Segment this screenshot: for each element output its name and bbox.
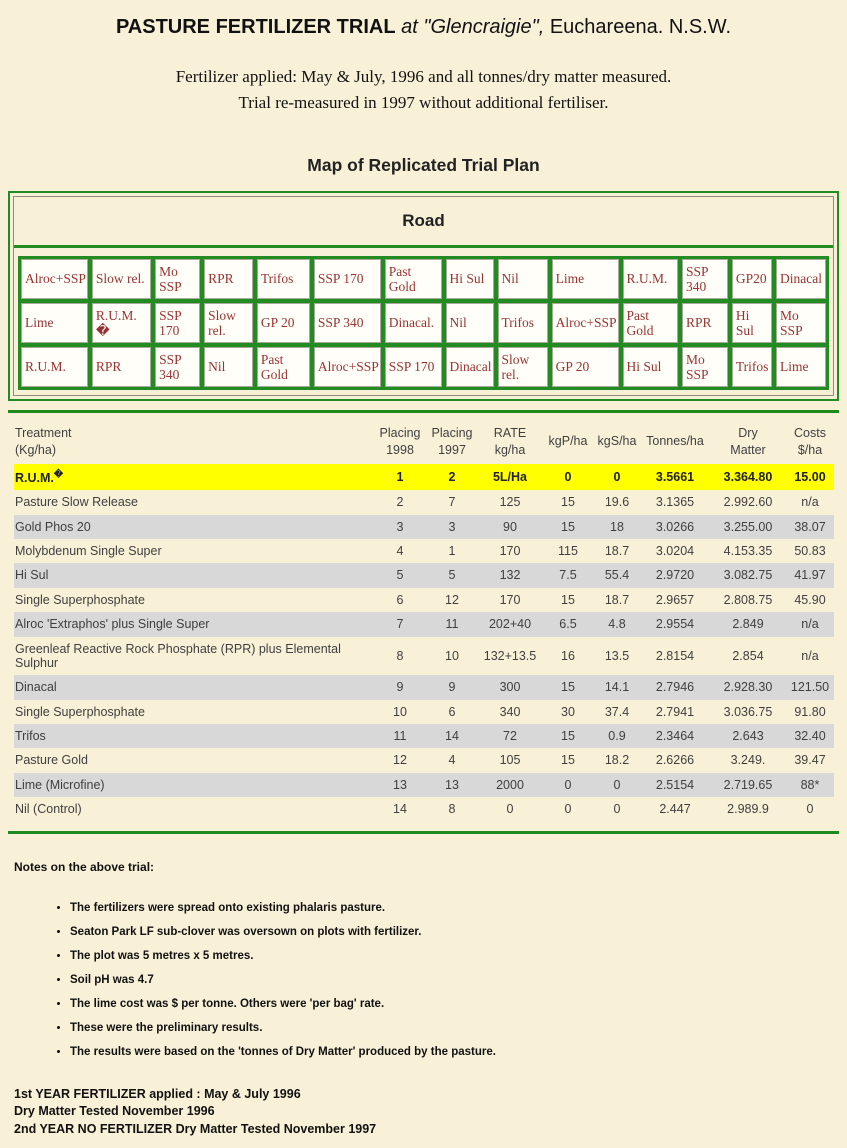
- value-cell: 5L/Ha: [492, 469, 528, 484]
- value-cell: 18.7: [604, 544, 630, 559]
- value-cell: 14.1: [604, 680, 630, 695]
- value-cell: 41.97: [794, 568, 826, 583]
- plot-cell: SSP 170: [383, 345, 444, 389]
- value-cell: 132: [499, 568, 521, 583]
- value-cell: 18.2: [604, 753, 630, 768]
- value-cell: 5: [448, 568, 456, 583]
- treatment-cell: Gold Phos 20: [15, 519, 91, 534]
- value-cell: 2.8154: [655, 648, 695, 663]
- value-cell: 13: [445, 777, 459, 792]
- value-cell: 15: [561, 729, 575, 744]
- value-cell: 4.8: [608, 617, 626, 632]
- value-cell: 14: [445, 729, 459, 744]
- value-cell: 15: [561, 753, 575, 768]
- column-header: kgP/ha: [548, 434, 588, 449]
- value-cell: 72: [503, 729, 517, 744]
- subtitle-line-2: Trial re-measured in 1997 without additional fertiliser.: [238, 92, 609, 112]
- value-cell: 2.9554: [655, 617, 695, 632]
- note-item: • Soil pH was 4.7: [70, 974, 839, 986]
- plot-cell: Nil: [444, 301, 496, 345]
- footer-block: [14, 1086, 839, 1139]
- value-cell: 0: [613, 469, 621, 484]
- treatment-cell: Hi Sul: [15, 568, 49, 583]
- value-cell: 2.849: [732, 617, 764, 632]
- plot-cell: Slow rel.: [90, 257, 153, 301]
- value-cell: 39.47: [794, 753, 826, 768]
- value-cell: 2: [396, 495, 404, 510]
- value-cell: 15.00: [794, 469, 826, 484]
- column-header: Placing 1998: [379, 426, 421, 457]
- map-grid-row: [19, 257, 828, 301]
- value-cell: 14: [393, 802, 407, 817]
- result-row: [14, 797, 834, 821]
- plot-cell: GP 20: [255, 301, 312, 345]
- title-location: Euchareena. N.S.W.: [544, 16, 732, 38]
- value-cell: 3.364.80: [723, 469, 773, 484]
- column-header: Treatment (Kg/ha): [15, 426, 72, 457]
- result-row: [14, 675, 834, 699]
- value-cell: 2.5154: [655, 777, 695, 792]
- value-cell: 0: [564, 802, 572, 817]
- value-cell: 4.153.35: [723, 544, 773, 559]
- plot-cell: RPR: [202, 257, 255, 301]
- footer-line: 2nd YEAR NO FERTILIZER Dry Matter Tested November 1997: [14, 1121, 377, 1136]
- value-cell: 91.80: [794, 704, 826, 719]
- plot-cell: SSP 170: [153, 301, 202, 345]
- column-header: kgS/ha: [597, 434, 637, 449]
- value-cell: n/a: [801, 495, 819, 510]
- value-cell: 11: [445, 617, 459, 632]
- map-grid-body: [19, 257, 828, 389]
- value-cell: 8: [448, 802, 456, 817]
- treatment-cell: Alroc 'Extraphos' plus Single Super: [15, 617, 210, 632]
- value-cell: 3.5661: [655, 469, 695, 484]
- plot-cell: Alroc+SSP: [19, 257, 90, 301]
- plot-cell: SSP 340: [680, 257, 730, 301]
- title-property-name: at "Glencraigie",: [395, 16, 545, 38]
- value-cell: 6.5: [559, 617, 577, 632]
- value-cell: 121.50: [790, 680, 830, 695]
- result-row: [14, 588, 834, 612]
- plot-cell: SSP 340: [153, 345, 202, 389]
- plot-cell: SSP 340: [312, 301, 383, 345]
- treatment-cell: Pasture Gold: [15, 753, 88, 768]
- note-item: • The lime cost was $ per tonne. Others were 'per bag' rate.: [70, 998, 839, 1010]
- value-cell: 115: [558, 544, 578, 559]
- value-cell: 15: [561, 495, 575, 510]
- value-cell: 19.6: [604, 495, 630, 510]
- plot-cell: Lime: [19, 301, 90, 345]
- value-cell: 9: [396, 680, 404, 695]
- value-cell: 3.255.00: [723, 519, 773, 534]
- value-cell: 13: [393, 777, 407, 792]
- results-table: [14, 423, 834, 822]
- value-cell: n/a: [801, 648, 819, 663]
- trial-map-container: [8, 191, 839, 401]
- value-cell: 37.4: [604, 704, 630, 719]
- value-cell: 15: [561, 592, 575, 607]
- value-cell: 2.992.60: [723, 495, 773, 510]
- road-label: Road: [14, 197, 833, 248]
- value-cell: 132+13.5: [483, 648, 537, 663]
- plot-grid-table: [18, 256, 829, 390]
- value-cell: 3.249.: [730, 753, 766, 768]
- map-grid-row: [19, 345, 828, 389]
- results-body: [14, 464, 834, 822]
- note-item: • The results were based on the 'tonnes of Dry Matter' produced by the pasture.: [70, 1046, 839, 1058]
- value-cell: 3.0204: [655, 544, 695, 559]
- value-cell: 2.7941: [655, 704, 695, 719]
- value-cell: 1: [396, 469, 404, 484]
- column-header: Tonnes/ha: [646, 434, 704, 449]
- value-cell: 3.036.75: [723, 704, 773, 719]
- footer-line: Dry Matter Tested November 1996: [14, 1104, 215, 1119]
- column-header: RATE kg/ha: [493, 426, 527, 457]
- plot-cell: Lime: [550, 257, 621, 301]
- value-cell: 12: [445, 592, 459, 607]
- value-cell: 0: [564, 777, 572, 792]
- value-cell: 18.7: [604, 592, 630, 607]
- plot-cell: Dinacal: [444, 345, 496, 389]
- plot-cell: Slow rel.: [496, 345, 550, 389]
- treatment-cell: Molybdenum Single Super: [15, 544, 162, 559]
- value-cell: 2.989.9: [727, 802, 769, 817]
- map-grid-row: [19, 301, 828, 345]
- result-row: [14, 700, 834, 724]
- trial-map-inner-frame: [13, 196, 834, 396]
- value-cell: 15: [561, 680, 575, 695]
- value-cell: 32.40: [794, 729, 826, 744]
- plot-cell: Past Gold: [383, 257, 444, 301]
- treatment-cell: Dinacal: [15, 680, 57, 695]
- plot-cell: Alroc+SSP: [312, 345, 383, 389]
- plot-cell: R.U.M. �: [90, 301, 153, 345]
- result-row: [14, 724, 834, 748]
- treatment-cell: Nil (Control): [15, 802, 82, 817]
- divider-above-results: [8, 410, 839, 413]
- value-cell: 15: [561, 519, 575, 534]
- subtitle: [8, 64, 839, 115]
- value-cell: 1: [448, 544, 456, 559]
- value-cell: 2.447: [659, 802, 691, 817]
- value-cell: 0: [506, 802, 514, 817]
- value-cell: 4: [448, 753, 456, 768]
- value-cell: 8: [396, 648, 404, 663]
- value-cell: 2.808.75: [723, 592, 773, 607]
- value-cell: 30: [561, 704, 575, 719]
- value-cell: 7: [396, 617, 404, 632]
- notes-heading: Notes on the above trial:: [14, 859, 155, 874]
- divider-below-results: [8, 831, 839, 834]
- value-cell: 0: [613, 777, 621, 792]
- value-cell: 2.3464: [655, 729, 695, 744]
- treatment-cell: Greenleaf Reactive Rock Phosphate (RPR) plus Elemental Sulphur: [15, 641, 341, 670]
- results-header-row: [14, 423, 834, 464]
- result-row: [14, 539, 834, 563]
- value-cell: 300: [499, 680, 521, 695]
- value-cell: 3.1365: [655, 495, 695, 510]
- plot-cell: Trifos: [255, 257, 312, 301]
- note-item: • The fertilizers were spread onto existing phalaris pasture.: [70, 902, 839, 914]
- column-header: Dry Matter: [730, 426, 766, 457]
- page-title: [8, 16, 839, 39]
- map-section-heading: Map of Replicated Trial Plan: [307, 155, 540, 175]
- plot-cell: R.U.M.: [19, 345, 90, 389]
- plot-cell: Alroc+SSP: [550, 301, 621, 345]
- value-cell: 105: [499, 753, 521, 768]
- value-cell: 2.7946: [655, 680, 695, 695]
- plot-cell: Slow rel.: [202, 301, 255, 345]
- result-row: [14, 773, 834, 797]
- column-header: Placing 1997: [431, 426, 473, 457]
- results-header: [14, 423, 834, 464]
- plot-cell: Mo SSP: [774, 301, 828, 345]
- note-item: • These were the preliminary results.: [70, 1022, 839, 1034]
- plot-cell: GP 20: [550, 345, 621, 389]
- value-cell: 170: [499, 544, 521, 559]
- result-row: [14, 563, 834, 587]
- treatment-cell: Single Superphosphate: [15, 704, 145, 719]
- plot-cell: Trifos: [730, 345, 774, 389]
- notes-list: [52, 902, 839, 1058]
- plot-cell: Past Gold: [621, 301, 680, 345]
- value-cell: 50.83: [794, 544, 826, 559]
- value-cell: 2.9657: [655, 592, 695, 607]
- plot-cell: Mo SSP: [680, 345, 730, 389]
- plot-cell: Hi Sul: [621, 345, 680, 389]
- value-cell: 2.719.65: [723, 777, 773, 792]
- treatment-cell: Single Superphosphate: [15, 592, 145, 607]
- plot-cell: Trifos: [496, 301, 550, 345]
- value-cell: 45.90: [794, 592, 826, 607]
- result-row: [14, 464, 834, 491]
- plot-cell: RPR: [680, 301, 730, 345]
- result-row: [14, 748, 834, 772]
- value-cell: 16: [561, 648, 575, 663]
- note-item: • Seaton Park LF sub-clover was oversown on plots with fertilizer.: [70, 926, 839, 938]
- value-cell: 6: [396, 592, 404, 607]
- value-cell: 10: [445, 648, 459, 663]
- plot-grid-wrap: [14, 248, 833, 395]
- value-cell: 3.082.75: [723, 568, 773, 583]
- value-cell: 2.6266: [655, 753, 695, 768]
- value-cell: 7.5: [559, 568, 577, 583]
- plot-cell: Nil: [496, 257, 550, 301]
- value-cell: 9: [448, 680, 456, 695]
- plot-cell: GP20: [730, 257, 774, 301]
- result-row: [14, 490, 834, 514]
- value-cell: 3.0266: [655, 519, 695, 534]
- treatment-cell: R.U.M.�: [15, 468, 64, 485]
- plot-cell: Hi Sul: [444, 257, 496, 301]
- plot-cell: Hi Sul: [730, 301, 774, 345]
- document-page: [0, 16, 847, 1138]
- footer-line: 1st YEAR FERTILIZER applied : May & July 1996: [14, 1086, 301, 1101]
- value-cell: 2.9720: [655, 568, 695, 583]
- value-cell: 4: [396, 544, 404, 559]
- value-cell: 6: [448, 704, 456, 719]
- treatment-cell: Trifos: [15, 729, 46, 744]
- plot-cell: Nil: [202, 345, 255, 389]
- value-cell: 2: [448, 469, 456, 484]
- value-cell: 3: [448, 519, 456, 534]
- plot-cell: Lime: [774, 345, 828, 389]
- value-cell: 90: [503, 519, 517, 534]
- diamond-glyph: �: [53, 468, 64, 479]
- plot-cell: Dinacal: [774, 257, 828, 301]
- title-main: PASTURE FERTILIZER TRIAL: [115, 16, 396, 38]
- value-cell: 202+40: [488, 617, 532, 632]
- treatment-cell: Pasture Slow Release: [15, 495, 138, 510]
- value-cell: 38.07: [794, 519, 826, 534]
- value-cell: 0: [564, 469, 572, 484]
- value-cell: 18: [610, 519, 624, 534]
- value-cell: 2.928.30: [723, 680, 773, 695]
- value-cell: 340: [499, 704, 521, 719]
- value-cell: 0: [806, 802, 814, 817]
- subtitle-line-1: Fertilizer applied: May & July, 1996 and all tonnes/dry matter measured.: [175, 67, 672, 86]
- value-cell: 11: [393, 729, 407, 744]
- value-cell: 88*: [800, 777, 820, 792]
- plot-cell: Dinacal.: [383, 301, 444, 345]
- column-header: Costs $/ha: [794, 426, 826, 457]
- value-cell: 0.9: [608, 729, 626, 744]
- note-item: • The plot was 5 metres x 5 metres.: [70, 950, 839, 962]
- plot-cell: SSP 170: [312, 257, 383, 301]
- treatment-cell: Lime (Microfine): [15, 777, 105, 792]
- value-cell: 10: [393, 704, 407, 719]
- value-cell: 3: [396, 519, 404, 534]
- result-row: [14, 637, 834, 676]
- plot-cell: Mo SSP: [153, 257, 202, 301]
- value-cell: 55.4: [604, 568, 630, 583]
- value-cell: 2.854: [732, 648, 764, 663]
- result-row: [14, 515, 834, 539]
- value-cell: 13.5: [604, 648, 630, 663]
- value-cell: 5: [396, 568, 404, 583]
- value-cell: 170: [499, 592, 521, 607]
- value-cell: 0: [613, 802, 621, 817]
- value-cell: 125: [499, 495, 521, 510]
- value-cell: 2.643: [732, 729, 764, 744]
- result-row: [14, 612, 834, 636]
- plot-cell: Past Gold: [255, 345, 312, 389]
- value-cell: 12: [393, 753, 407, 768]
- plot-cell: R.U.M.: [621, 257, 680, 301]
- value-cell: n/a: [801, 617, 819, 632]
- plot-cell: RPR: [90, 345, 153, 389]
- value-cell: 7: [448, 495, 456, 510]
- value-cell: 2000: [496, 777, 524, 792]
